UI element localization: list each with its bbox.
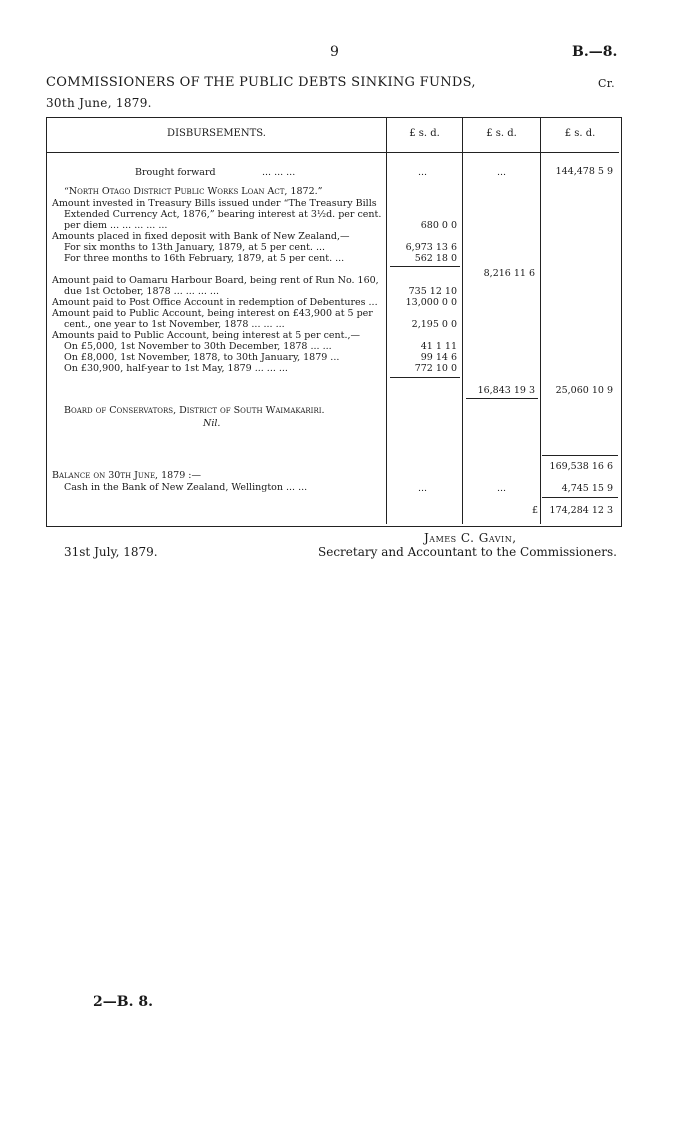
desc-line: Amount invested in Treasury Bills issued under “The Treasury Bills: [52, 198, 377, 209]
col1-value: 41 1 11: [420, 341, 457, 352]
col3-rule: [542, 497, 618, 498]
page-footer: 2—B. 8.: [93, 994, 153, 1010]
desc-line: On £30,900, half-year to 1st May, 1879 ... ... ...: [64, 363, 288, 374]
page-date: 30th June, 1879.: [46, 96, 152, 110]
page-number: 9: [330, 44, 339, 60]
col2-value: 8,216 11 6: [483, 268, 535, 279]
desc-line: For three months to 16th February, 1879, at 5 per cent. ...: [64, 253, 345, 264]
desc-line: On £8,000, 1st November, 1878, to 30th January, 1879 ...: [64, 352, 340, 363]
desc-line: cent., one year to 1st November, 1878 ... ... ...: [64, 319, 285, 330]
brought-forward-col3: 144,478 5 9: [555, 166, 613, 177]
desc-line: per diem ... ... ... ... ...: [64, 220, 168, 231]
col1-value: 772 10 0: [414, 363, 457, 374]
page-title: COMMISSIONERS OF THE PUBLIC DEBTS SINKING FUNDS,: [46, 75, 476, 90]
conservators-nil: Nil.: [203, 418, 221, 429]
desc-line: due 1st October, 1878 ... ... ... ...: [64, 286, 219, 297]
total-pound-sign: £: [532, 505, 539, 516]
desc-line: Amount paid to Public Account, being interest on £43,900 at 5 per: [52, 308, 373, 319]
col1-value: 99 14 6: [420, 352, 457, 363]
col1-value: 735 12 10: [408, 286, 457, 297]
header-rule: [47, 152, 619, 153]
desc-line: Amounts placed in fixed deposit with Bank of New Zealand,—: [52, 231, 350, 242]
header-col2: £ s. d.: [486, 128, 517, 139]
desc-line: Amounts paid to Public Account, being interest at 5 per cent.,—: [52, 330, 360, 341]
col1-value: 6,973 13 6: [405, 242, 457, 253]
page-code: B.—8.: [572, 44, 618, 60]
balance-line: Cash in the Bank of New Zealand, Wellington ... ...: [64, 482, 308, 493]
desc-line: On £5,000, 1st November to 30th December, 1878 ... ...: [64, 341, 332, 352]
brought-forward-col2: ...: [497, 167, 507, 178]
col3-rule: [542, 455, 618, 456]
col2-rule: [466, 398, 538, 399]
header-col3: £ s. d.: [564, 128, 596, 139]
balance-col2: ...: [497, 483, 507, 494]
brought-forward-label: Brought forward: [135, 167, 216, 178]
balance-subtotal: 169,538 16 6: [549, 461, 613, 472]
desc-line: Extended Currency Act, 1876,” bearing interest at 3½d. per cent.: [64, 209, 382, 220]
grand-total: 174,284 12 3: [549, 505, 613, 516]
col-divider-2: [462, 118, 463, 524]
balance-cash: 4,745 15 9: [561, 483, 613, 494]
desc-line: For six months to 13th January, 1879, at 5 per cent. ...: [64, 242, 326, 253]
col1-rule: [390, 377, 460, 378]
header-description: DISBURSEMENTS.: [167, 128, 266, 139]
header-col1: £ s. d.: [409, 128, 440, 139]
col1-value: 13,000 0 0: [405, 297, 457, 308]
conservators-heading: Board of Conservators, District of South Waimakariri.: [64, 405, 325, 416]
desc-line: Amount paid to Post Office Account in redemption of Debentures ...: [52, 297, 378, 308]
signature-name: James C. Gavin,: [424, 531, 517, 545]
balance-heading: Balance on 30th June, 1879 :—: [52, 470, 201, 481]
col1-value: 2,195 0 0: [411, 319, 457, 330]
col2-value: 16,843 19 3: [477, 385, 535, 396]
col1-value: 680 0 0: [420, 220, 457, 231]
balance-col1: ...: [418, 483, 428, 494]
col1-value: 562 18 0: [414, 253, 457, 264]
col3-subtotal: 25,060 10 9: [555, 385, 613, 396]
col1-rule: [390, 266, 460, 267]
brought-forward-col1: ...: [418, 167, 428, 178]
desc-line: Amount paid to Oamaru Harbour Board, being rent of Run No. 160,: [52, 275, 379, 286]
side-label: Cr.: [598, 77, 615, 90]
act-heading: “North Otago District Public Works Loan Act, 1872.”: [64, 186, 323, 197]
signature-date: 31st July, 1879.: [64, 545, 158, 559]
brought-forward-dots: ... ... ...: [262, 167, 296, 178]
signature-title: Secretary and Accountant to the Commissioners.: [318, 545, 617, 559]
